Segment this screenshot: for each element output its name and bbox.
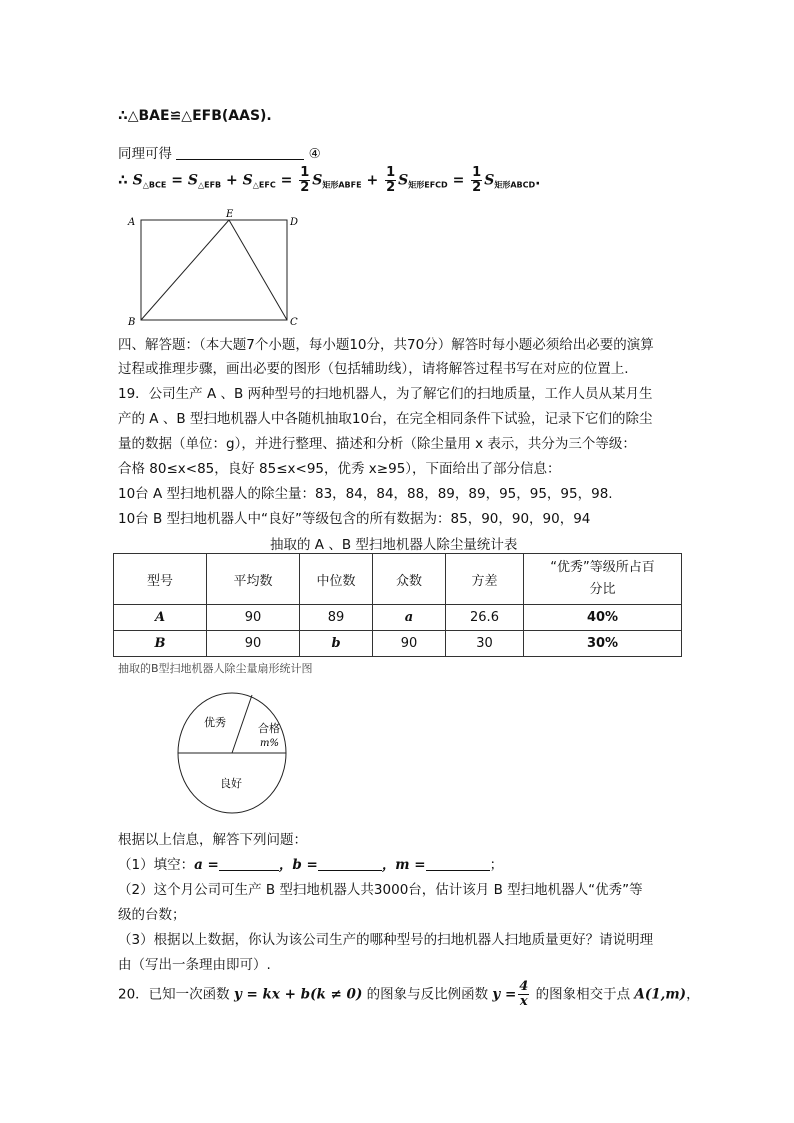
cell-median-b: b xyxy=(300,631,373,657)
cell-variance-b: 30 xyxy=(446,631,524,657)
header-excellent-pct xyxy=(524,554,682,605)
cell-excellent-a: 40% xyxy=(524,605,682,631)
area-symbol: S xyxy=(187,172,198,189)
q19-line4: 合格 80≤x<85，良好 85≤x<95，优秀 x≥95），下面给出了部分信息： xyxy=(118,461,561,477)
q20-linear-function: y = kx + b(k ≠ 0) xyxy=(233,986,363,1003)
q19-part2-line1: （2）这个月公司可生产 B 型扫地机器人共3000台，估计该月 B 型扫地机器人“优秀”等 xyxy=(118,882,643,898)
cell-mean-b: 90 xyxy=(207,631,300,657)
q19-part3-line1: （3）根据以上数据，你认为该公司生产的哪种型号的扫地机器人扫地质量更好？请说明理 xyxy=(118,932,654,948)
q20-end: ， xyxy=(686,986,700,1003)
period: . xyxy=(535,172,541,189)
rectangle-figure xyxy=(118,208,308,328)
area-symbol: S xyxy=(398,172,409,189)
fraction-half: $\frac{1}{2}$ xyxy=(386,165,396,195)
answer-blank-b[interactable] xyxy=(318,858,382,871)
part1-lead: （1）填空： xyxy=(118,857,195,873)
q20-mid: 的图象与反比例函数 xyxy=(366,986,489,1003)
header-median: 中位数 xyxy=(300,554,373,605)
part1-end: ； xyxy=(489,857,504,873)
area-sub-bce: △BCE xyxy=(142,180,167,190)
q19-data-b: 10台 B 型扫地机器人中“良好”等级包含的所有数据为：85，90，90，90，94 xyxy=(118,511,591,527)
area-sub-efb: △EFB xyxy=(197,180,222,190)
proof-line-area xyxy=(118,166,540,195)
area-sub-efc: △EFC xyxy=(252,180,276,190)
cell-mode-b: 90 xyxy=(373,631,446,657)
cell-model-a: A xyxy=(114,605,207,631)
area-symbol: S xyxy=(242,172,253,189)
circled-number-4: ④ xyxy=(308,146,321,162)
q20-lead: 20．已知一次函数 xyxy=(118,986,230,1003)
q19-part2-line2: 级的台数； xyxy=(118,907,186,923)
label-a: A xyxy=(128,217,136,228)
area-sub-abcd: 矩形ABCD xyxy=(494,180,536,190)
header-excellent-pct-l2: 分比 xyxy=(589,582,616,597)
cell-mode-a: a xyxy=(373,605,446,631)
answer-blank-a[interactable] xyxy=(219,858,279,871)
table-row xyxy=(114,605,682,631)
pie-label-excellent: 优秀 xyxy=(204,716,226,729)
answer-blank-m[interactable] xyxy=(426,858,490,871)
label-m-eq: ，m = xyxy=(381,857,426,873)
label-a-eq: a = xyxy=(194,857,219,873)
cell-variance-a: 26.6 xyxy=(446,605,524,631)
q19-line2: 产的 A 、B 型扫地机器人中各随机抽取10台，在完全相同条件下试验，记录下它们的除尘 xyxy=(118,411,653,427)
plus-sign: + xyxy=(366,172,379,189)
label-d: D xyxy=(290,217,299,228)
q20-point: A(1,m) xyxy=(634,986,687,1003)
area-symbol: S xyxy=(312,172,323,189)
pie-chart-title: 抽取的B型扫地机器人除尘量扇形统计图 xyxy=(118,662,313,675)
table-row xyxy=(114,631,682,657)
pie-label-pass-pct: m% xyxy=(260,738,279,749)
stats-table xyxy=(113,553,682,657)
q19-part1 xyxy=(118,853,503,873)
label-e: E xyxy=(226,209,234,220)
area-sub-abfe: 矩形ABFE xyxy=(322,180,362,190)
q19-instructions: 根据以上信息，解答下列问题： xyxy=(118,832,307,848)
q20-line1 xyxy=(118,980,700,1009)
pie-chart xyxy=(176,692,288,816)
pie-label-good: 良好 xyxy=(220,777,242,790)
cell-excellent-b: 30% xyxy=(524,631,682,657)
table-title: 抽取的 A 、B 型扫地机器人除尘量统计表 xyxy=(270,537,518,553)
proof-line-similar xyxy=(118,142,321,162)
q20-fraction: $\frac{4}{x}$ xyxy=(519,979,529,1009)
plus-sign: + xyxy=(226,172,238,189)
answer-blank-4[interactable] xyxy=(176,147,304,160)
header-variance: 方差 xyxy=(446,554,524,605)
header-excellent-pct-l1: “优秀”等级所占百 xyxy=(550,560,655,575)
label-b: B xyxy=(128,317,136,328)
cell-mean-a: 90 xyxy=(207,605,300,631)
cell-median-a: 89 xyxy=(300,605,373,631)
q19-part3-line2: 由（写出一条理由即可）. xyxy=(118,957,271,973)
proof-similar-text: 同理可得 xyxy=(118,146,172,162)
q20-inverse-lhs: y = xyxy=(492,986,517,1003)
q19-line3: 量的数据（单位：g），并进行整理、描述和分析（除尘量用 x 表示，共分为三个等级： xyxy=(118,436,636,452)
cell-model-b: B xyxy=(114,631,207,657)
equals-sign: = xyxy=(171,172,183,189)
equals-sign: = xyxy=(452,172,465,189)
segment-be xyxy=(141,220,229,320)
pie-label-pass: 合格 xyxy=(258,722,280,735)
header-mode: 众数 xyxy=(373,554,446,605)
q20-tail: 的图象相交于点 xyxy=(535,986,631,1003)
therefore-symbol: ∴ xyxy=(118,172,128,189)
label-c: C xyxy=(290,317,298,328)
area-sub-efcd: 矩形EFCD xyxy=(408,180,448,190)
proof-line-congruence: ∴△BAE≌△EFB(AAS). xyxy=(118,108,272,124)
area-symbol: S xyxy=(132,172,143,189)
section-header-line1: 四、解答题：（本大题7个小题，每小题10分，共70分）解答时每小题必须给出必要的演算 xyxy=(118,337,654,353)
label-b-eq: ，b = xyxy=(278,857,318,873)
q19-data-a: 10台 A 型扫地机器人的除尘量：83，84，84，88，89，89，95，95，95，98. xyxy=(118,486,613,502)
equals-sign: = xyxy=(280,172,293,189)
section-header-line2: 过程或推理步骤，画出必要的图形（包括辅助线），请将解答过程书写在对应的位置上. xyxy=(118,361,629,377)
area-symbol: S xyxy=(484,172,495,189)
segment-ec xyxy=(229,220,287,320)
q19-line1: 19．公司生产 A 、B 两种型号的扫地机器人，为了解它们的扫地质量，工作人员从某月生 xyxy=(118,386,653,402)
table-header-row xyxy=(114,554,682,605)
fraction-half: $\frac{1}{2}$ xyxy=(472,165,482,195)
fraction-half: $\frac{1}{2}$ xyxy=(300,165,310,195)
header-model: 型号 xyxy=(114,554,207,605)
header-mean: 平均数 xyxy=(207,554,300,605)
rectangle-abcd xyxy=(141,220,287,320)
